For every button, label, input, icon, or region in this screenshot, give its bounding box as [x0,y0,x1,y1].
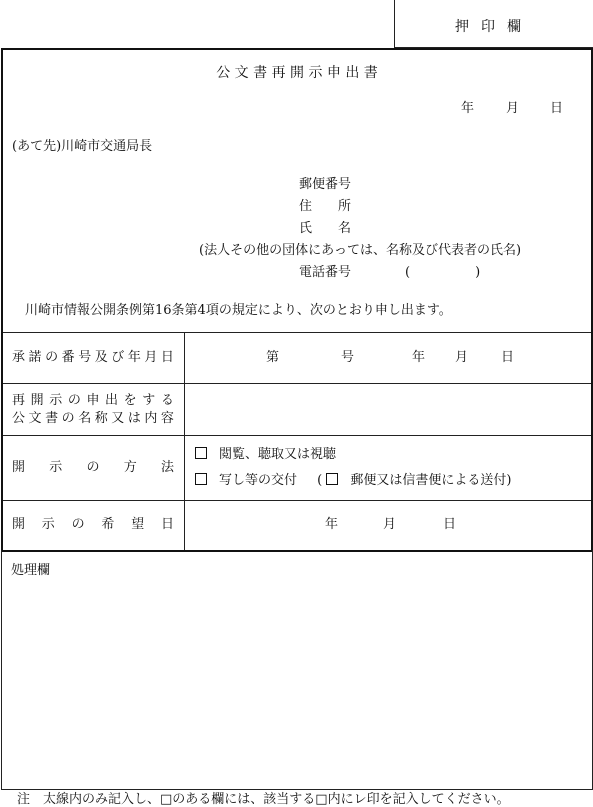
address-label: 住 所 [299,199,352,214]
date-day: 日 [550,101,564,116]
date-month: 月 [506,101,520,116]
form-title: 公 文 書 再 開 示 申 出 書 [216,65,378,81]
seal-label: 押印欄 [455,19,533,35]
processing-label: 処理欄 [11,563,51,578]
phone-paren: ( ) [405,265,481,280]
document-label-line1: 再 開 示 の 申 出 を す る [12,393,174,408]
desired-date-label: 開 示 の 希 望 日 [12,517,174,532]
consent-number-label: 承 諾 の 番 号 及 び 年 月 日 [12,350,174,365]
option-postal-text: 郵便又は信書便による送付) [350,473,512,488]
seal-box [394,0,593,48]
row-divider-2 [3,435,591,436]
processing-box [1,550,593,790]
desired-day: 日 [443,517,457,532]
method-option-viewing [195,447,336,461]
option-paren-open: ( [317,473,323,488]
date-year: 年 [461,101,475,116]
consent-month: 月 [455,350,469,365]
phone-label: 電話番号 [299,265,352,280]
addressee: (あて先)川崎市交通局長 [12,139,153,154]
consent-go: 号 [341,350,355,365]
desired-year: 年 [325,517,339,532]
document-name-field[interactable] [185,384,591,435]
option-copy-text: 写し等の交付 [219,473,298,488]
statement: 川崎市情報公開条例第16条第4項の規定により、次のとおり申し出ます。 [25,303,452,318]
document-label-line2: 公 文 書 の 名 称 又 は 内 容 [12,411,174,426]
desired-month: 月 [383,517,397,532]
table-top-line [3,332,591,333]
footer-note: 注 太線内のみ記入し、□のある欄には、該当する□内にレ印を記入してください。 [17,792,510,807]
checkbox-copy[interactable] [195,473,207,485]
row-divider-3 [3,500,591,501]
disclosure-method-label: 開 示 の 方 法 [12,460,174,475]
option-viewing-text: 閲覧、聴取又は視聴 [219,447,337,462]
consent-year: 年 [412,350,426,365]
corporation-note: (法人その他の団体にあっては、名称及び代表者の氏名) [199,243,522,258]
checkbox-postal-delivery[interactable] [326,473,338,485]
method-option-copy [195,473,511,487]
checkbox-viewing[interactable] [195,447,207,459]
name-label: 氏 名 [299,221,352,236]
consent-day: 日 [501,350,515,365]
application-form [1,48,593,552]
column-divider [184,332,185,550]
postal-code-label: 郵便番号 [299,177,352,192]
consent-dai: 第 [266,350,280,365]
